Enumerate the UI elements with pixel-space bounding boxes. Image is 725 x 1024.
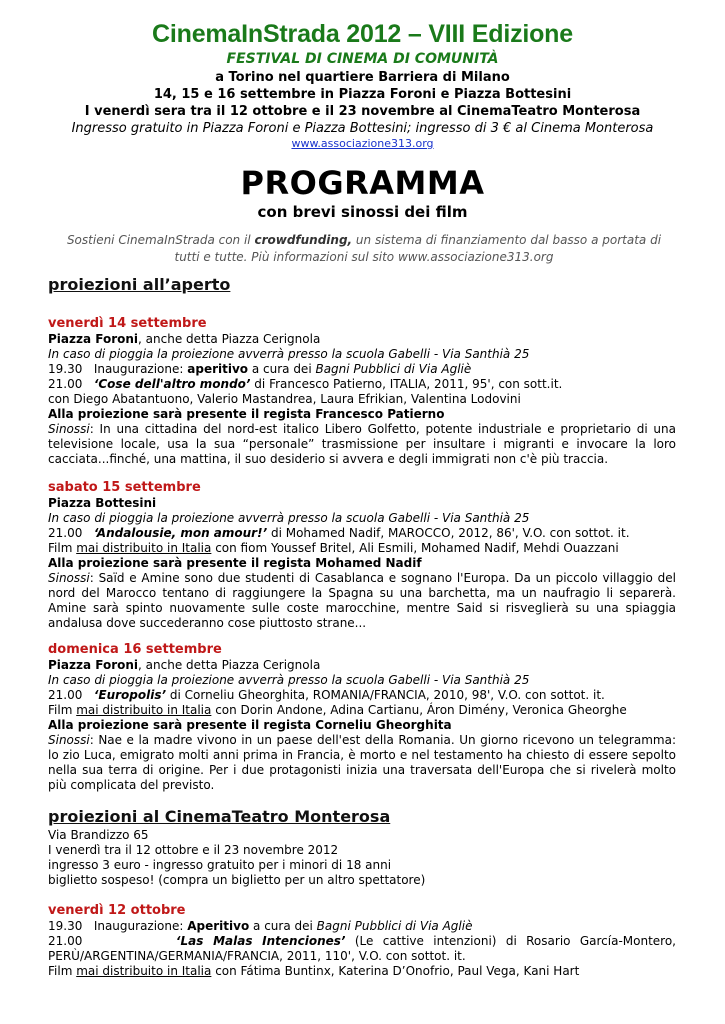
sinossi-text: : In una cittadina del nord-est italico Libero Golfetto, potente industriale e proprietario di una televisione locale, usa la sua “personale” trasmissione per insultare i migranti e invocare la loro cacciata...finché, una mattina, il suo desiderio si avvera e degli immigrati non c'è più traccia. xyxy=(48,422,676,466)
cinema-suspended-ticket: biglietto sospeso! (compra un biglietto per un altro spettatore) xyxy=(48,873,426,887)
sinossi-label: Sinossi xyxy=(48,733,90,747)
programma-subtitle: con brevi sinossi dei film xyxy=(257,203,468,221)
dates-line: 14, 15 e 16 settembre in Piazza Foroni e Piazza Bottesini xyxy=(153,87,572,102)
sinossi-text: : Nae e la madre vivono in un paese dell'est della Romania. Un giorno ricevono un telegramma: lo zio Luca, emigrato molti anni prima in Francia, è morto e nel testamento ha chiesto di essere sepolto nella sua terra di origine. Per i due protagonisti inizia una traversata dell'Europa che si rivelerà molto più complicata del previsto. xyxy=(48,733,676,792)
film-title: ‘Cose dell'altro mondo’ xyxy=(93,377,251,391)
director-text: Alla proiezione sarà presente il regista Corneliu Gheorghita xyxy=(48,718,452,732)
film-details: di Francesco Patierno, ITALIA, 2011, 95', con sott.it. xyxy=(250,377,563,391)
film-line xyxy=(48,934,676,949)
festival-title: CinemaInStrada 2012 – VIII Edizione xyxy=(152,20,573,48)
aperitivo-time: 19.30 xyxy=(48,919,83,933)
crowdfunding-post: un sistema di finanziamento dal basso a portata di tutti e tutte. Più informazioni sul sito www.associazione313.org xyxy=(174,233,662,264)
film-time: 21.00 xyxy=(48,934,83,948)
event-block xyxy=(48,316,676,467)
cast-line xyxy=(48,703,676,718)
place-name: Piazza Bottesini xyxy=(48,496,157,510)
aperitivo-line xyxy=(48,919,676,934)
director-note xyxy=(48,718,676,733)
film-line xyxy=(48,688,676,703)
film-line xyxy=(48,377,676,392)
cinema-info xyxy=(48,828,676,888)
sinossi-label: Sinossi xyxy=(48,571,90,585)
not-distributed-label: mai distribuito in Italia xyxy=(76,703,212,717)
cinema-address: Via Brandizzo 65 xyxy=(48,828,149,842)
cast-line xyxy=(48,964,676,979)
rain-note xyxy=(48,511,676,526)
place-name: Piazza Foroni xyxy=(48,332,139,346)
sinossi-text: : Saïd e Amine sono due studenti di Casablanca e sognano l'Europa. Da un piccolo villaggio del nord del Marocco tentano di raggiungere la Spagna su una barchetta, ma un naufragio li separerà. Amine sarà spinto nuovamente sulle coste marocchine, mentre Said si risveglierà su una spiaggia andalusa dove succederanno cose piuttosto strane... xyxy=(48,571,676,630)
rain-text: In caso di pioggia la proiezione avverrà presso la scuola Gabelli - Via Santhià 25 xyxy=(48,673,530,687)
cinema-dates: I venerdì tra il 12 ottobre e il 23 novembre 2012 xyxy=(48,843,339,857)
not-distributed-label: mai distribuito in Italia xyxy=(76,964,212,978)
place-name: Piazza Foroni xyxy=(48,658,139,672)
aperitivo-time: 19.30 xyxy=(48,362,83,376)
section-heading-cinema: proiezioni al CinemaTeatro Monterosa xyxy=(48,807,391,826)
website-line xyxy=(0,137,725,151)
event-date: venerdì 12 ottobre xyxy=(48,903,186,918)
film-time: 21.00 xyxy=(48,377,83,391)
aperitivo-line xyxy=(48,362,676,377)
event-date: domenica 16 settembre xyxy=(48,642,222,657)
cast-line: con Diego Abatantuono, Valerio Mastandrea, Laura Efrikian, Valentina Lodovini xyxy=(48,392,521,406)
place-suffix: , anche detta Piazza Cerignola xyxy=(138,658,321,672)
aperitivo-italic: Bagni Pubblici di Via Agliè xyxy=(316,919,473,933)
rain-text: In caso di pioggia la proiezione avverrà presso la scuola Gabelli - Via Santhià 25 xyxy=(48,511,530,525)
cast-line xyxy=(48,541,676,556)
director-note xyxy=(48,407,676,422)
festival-subtitle: FESTIVAL DI CINEMA DI COMUNITÀ xyxy=(226,51,499,67)
cast-pre: Film xyxy=(48,541,77,555)
sinossi-label: Sinossi xyxy=(48,422,90,436)
director-note xyxy=(48,556,676,571)
crowdfunding-bold: crowdfunding, xyxy=(254,233,353,247)
sinossi xyxy=(48,571,676,631)
event-block xyxy=(48,642,676,793)
rain-text: In caso di pioggia la proiezione avverrà presso la scuola Gabelli - Via Santhià 25 xyxy=(48,347,530,361)
event-place xyxy=(48,496,676,511)
film-details-line2: PERÙ/ARGENTINA/GERMANIA/FRANCIA, 2011, 110', V.O. con sottot. it. xyxy=(48,949,466,963)
event-block xyxy=(48,903,676,979)
event-date: sabato 15 settembre xyxy=(48,480,201,495)
website-link[interactable]: www.associazione313.org xyxy=(291,137,434,150)
aperitivo-mid: a cura dei xyxy=(248,362,316,376)
director-text: Alla proiezione sarà presente il regista Francesco Patierno xyxy=(48,407,445,421)
event-place xyxy=(48,658,676,673)
film-title: ‘Andalousie, mon amour!’ xyxy=(93,526,268,540)
cast-pre: Film xyxy=(48,703,77,717)
rain-note xyxy=(48,673,676,688)
cast-post: con fiom Youssef Britel, Ali Esmili, Mohamed Nadif, Mehdi Ouazzani xyxy=(211,541,619,555)
aperitivo-mid: a cura dei xyxy=(249,919,317,933)
aperitivo-bold: aperitivo xyxy=(187,362,249,376)
event-place xyxy=(48,332,676,347)
cinema-price: ingresso 3 euro - ingresso gratuito per i minori di 18 anni xyxy=(48,858,392,872)
sinossi xyxy=(48,733,676,793)
event-date: venerdì 14 settembre xyxy=(48,316,207,331)
film-line xyxy=(48,526,676,541)
not-distributed-label: mai distribuito in Italia xyxy=(76,541,212,555)
crowdfunding-note xyxy=(58,232,670,266)
admission-line: Ingresso gratuito in Piazza Foroni e Piazza Bottesini; ingresso di 3 € al Cinema Monterosa xyxy=(71,121,654,136)
film-time: 21.00 xyxy=(48,688,83,702)
programma-title: PROGRAMMA xyxy=(240,164,485,202)
section-heading-outdoor: proiezioni all’aperto xyxy=(48,275,231,294)
aperitivo-italic: Bagni Pubblici di Via Agliè xyxy=(315,362,472,376)
fridays-line: I venerdì sera tra il 12 ottobre e il 23 novembre al CinemaTeatro Monterosa xyxy=(84,104,641,119)
director-text: Alla proiezione sarà presente il regista Mohamed Nadif xyxy=(48,556,422,570)
sinossi xyxy=(48,422,676,467)
rain-note xyxy=(48,347,676,362)
aperitivo-pre: Inaugurazione: xyxy=(93,919,188,933)
film-title: ‘Las Malas Intenciones’ xyxy=(175,934,346,948)
cast-pre: Film xyxy=(48,964,77,978)
event-block xyxy=(48,480,676,631)
location-line: a Torino nel quartiere Barriera di Milano xyxy=(215,70,510,85)
film-details: (Le cattive intenzioni) di Rosario García-Montero, xyxy=(345,934,676,948)
crowdfunding-pre: Sostieni CinemaInStrada con il xyxy=(66,233,255,247)
film-details: di Mohamed Nadif, MAROCCO, 2012, 86', V.O. con sottot. it. xyxy=(267,526,630,540)
film-time: 21.00 xyxy=(48,526,83,540)
cast-post: con Dorin Andone, Adina Cartianu, Áron Dimény, Veronica Gheorghe xyxy=(211,703,627,717)
aperitivo-pre: Inaugurazione: xyxy=(93,362,188,376)
film-title: ‘Europolis’ xyxy=(93,688,167,702)
cast-post: con Fátima Buntinx, Katerina D’Onofrio, Paul Vega, Kani Hart xyxy=(211,964,580,978)
aperitivo-bold: Aperitivo xyxy=(187,919,250,933)
film-details: di Corneliu Gheorghita, ROMANIA/FRANCIA, 2010, 98', V.O. con sottot. it. xyxy=(166,688,605,702)
place-suffix: , anche detta Piazza Cerignola xyxy=(138,332,321,346)
